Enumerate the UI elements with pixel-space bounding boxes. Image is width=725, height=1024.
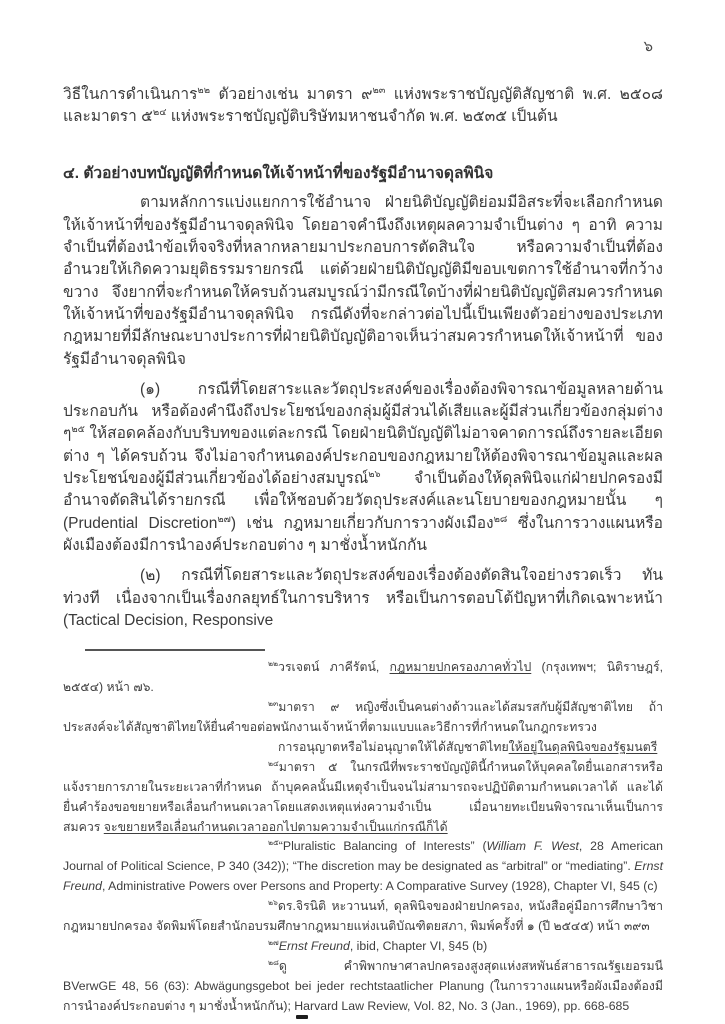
text-run: ตามหลักการแบ่งแยกการใช้อำนาจ ฝ่ายนิติบัญญัติย่อมมีอิสระที่จะเลือกกำหนดให้เจ้าหน้าที่ของรัฐมีอำนาจดุลพินิจ โดยอาจคำนึงถึงเหตุผลความจำเป็นต่าง ๆ อาทิ ความจำเป็นที่ต้องนำข้อเท็จจริงที่หลากหลายมาประกอบการตัดสินใจ หรือความจำเป็นที่ต้องอำนวยให้เกิดความยุติธรรมรายกรณี แต่ด้วยฝ่ายนิติบัญญัติมีขอบเขตการใช้อำนาจที่กว้างขวาง จึงยากที่จะกำหนดให้ครบถ้วนสมบูรณ์ว่ามีกรณีใดบ้างที่ฝ่ายนิติบัญญัติสมควรกำหนดให้เจ้าหน้าที่ของรัฐมีอำนาจดุลพินิจ กรณีดังที่จะกล่าวต่อไปนี้เป็นเพียงตัวอย่างของประเภทกฎหมายที่มีลักษณะบางประการที่ฝ่ายนิติบัญญัติอาจเห็นว่าสมควรกำหนดให้เจ้าหน้าที่ ของรัฐมีอำนาจดุลพินิจ xyxy=(63,194,663,368)
text-run: แห่งพระราชบัญญัติสัญชาติ พ.ศ. ๒๕๐๘ และมาตรา ๕ xyxy=(63,86,663,126)
section-heading: ๔. ตัวอย่างบทบัญญัติที่กำหนดให้เจ้าหน้าที่ของรัฐมีอำนาจดุลพินิจ xyxy=(63,164,494,182)
footnote-22 xyxy=(63,658,663,698)
footnote-reference: ๒๓ xyxy=(372,84,386,96)
text-run: ให้สอดคล้องกับบริบทของแต่ละกรณี โดยฝ่ายนิติบัญญัติไม่อาจคาดการณ์ถึงรายละเอียดต่าง ๆ ได้ครบถ้วน จึงไม่อาจกำหนดองค์ประกอบของกฎหมายให้ต้องพิจารณาข้อมูลและผลประโยชน์ของผู้มีส่วนเกี่ยวข้องได้อย่างสมบูรณ์ xyxy=(63,425,663,488)
footnote-27 xyxy=(63,937,663,957)
footnote-23 xyxy=(63,698,663,738)
footnote-reference: ๒๘ xyxy=(268,957,279,967)
footnote-reference: ๒๗ xyxy=(217,513,231,525)
footnote-reference: ๒๕ xyxy=(268,838,279,848)
text-run: ดู คำพิพากษาศาลปกครองสูงสุดแห่งสหพันธ์สาธารณรัฐเยอรมนี BVerwGE 48, 56 (63): Abwägungsgebot bei jeder rechtstaatlicher Planung (ในการวางแผนหรือผังเมืองต้องมีการนำองค์ประกอบต่าง ๆ มาชั่งน้ำหนักกัน); Harvard Law Review, Vol. 82, No. 3 (Jan., 1969), pp. 668-685 xyxy=(63,958,663,1013)
paragraph-1 xyxy=(63,192,663,371)
text-run: Ernst Freund xyxy=(63,859,663,894)
text-run: William F. West xyxy=(486,839,579,854)
paragraph-3-item-2 xyxy=(63,565,663,632)
text-run: กฎหมายปกครองภาคทั่วไป xyxy=(389,660,532,675)
footnote-24 xyxy=(63,758,663,838)
text-run: จำเป็นต้องให้ดุลพินิจแก่ฝ่ายปกครองมีอำนาจตัดสินได้รายกรณี เพื่อให้ชอบด้วยวัตถุประสงค์และนโยบายของกฎหมายนั้น ๆ (Prudential Discretion xyxy=(63,470,663,532)
footnote-reference: ๒๘ xyxy=(493,513,508,525)
text-run: “Pluralistic Balancing of Interests” ( xyxy=(278,839,487,854)
text-run: มาตรา ๕ ในกรณีที่พระราชบัญญัตินี้กำหนดให้บุคคลใดยื่นเอกสารหรือแจ้งรายการภายในระยะเวลาที่กำหนด ถ้าบุคคลนั้นมีเหตุจำเป็นจนไม่สามารถจะปฏิบัติตามกำหนดเวลาได้ และได้ยื่นคำร้องขอขยายหรือเลื่อนกำหนดเวลาโดยแสดงเหตุแห่งความจำเป็น เมื่อนายทะเบียนพิจารณาเห็นเป็นการสมควร xyxy=(63,759,663,834)
footnotes-section xyxy=(63,649,663,1016)
text-run: ) เช่น กฎหมายเกี่ยวกับการวางผังเมือง xyxy=(230,514,494,532)
text-run: ซึ่งในการวางแผนหรือผังเมืองต้องมีการนำองค์ประกอบต่าง ๆ มาชั่งน้ำหนักกัน xyxy=(63,514,663,554)
footnote-25 xyxy=(63,837,663,897)
text-run: (๒) กรณีที่โดยสาระและวัตถุประสงค์ของเรื่องต้องตัดสินใจอย่างรวดเร็ว ทันท่วงที เนื่องจากเป็นเรื่องกลยุทธ์ในการบริหาร หรือเป็นการตอบโต้ปัญหาที่เกิดเฉพาะหน้า (Tactical Decision, Responsive xyxy=(63,567,663,629)
page-content xyxy=(63,84,663,1017)
text-run: , Administrative Powers over Persons and Property: A Comparative Survey (1928), Chapter VI, §45 (c) xyxy=(101,879,658,894)
text-run: มาตรา ๙ หญิงซึ่งเป็นคนต่างด้าวและได้สมรสกับผู้มีสัญชาติไทย ถ้าประสงค์จะได้สัญชาติไทยให้ยื่นคำขอต่อพนักงานเจ้าหน้าที่ตามแบบและวิธีการที่กำหนดในกฎกระทรวง xyxy=(63,700,663,734)
text-run: ให้อยู่ในดุลพินิจของรัฐมนตรี xyxy=(508,739,658,754)
footnote-reference: ๒๖ xyxy=(368,468,381,480)
text-run: ดร.จิรนิติ หะวานนท์, ดุลพินิจของฝ่ายปกครอง, หนังสือคู่มือการศึกษาวิชากฎหมายปกครอง จัดพิมพ์โดยสำนักอบรมศึกษากฎหมายแห่งเนติบัณฑิตยสภา, พิมพ์ครั้งที่ ๑ (ปี ๒๕๔๕) หน้า ๓๙๓ xyxy=(63,899,663,934)
text-run: วรเจตน์ ภาคีรัตน์, xyxy=(278,660,390,675)
footnote-23-continued xyxy=(63,738,663,758)
footnote-reference: ๒๒ xyxy=(268,659,279,669)
text-run: (กรุงเทพฯ; นิติราษฎร์, ๒๕๕๔) หน้า ๗๖. xyxy=(63,660,663,695)
text-run: , ibid, Chapter VI, §45 (b) xyxy=(349,938,488,953)
footnote-reference: ๒๓ xyxy=(268,698,279,708)
footnote-reference: ๒๖ xyxy=(268,898,278,908)
text-run: (๑) กรณีที่โดยสาระและวัตถุประสงค์ของเรื่องต้องพิจารณาข้อมูลหลายด้านประกอบกัน หรือต้องคำนึงถึงประโยชน์ของกลุ่มผู้มีส่วนได้เสียและผู้มีส่วนเกี่ยวข้องกลุ่มต่าง ๆ xyxy=(63,380,663,443)
text-run: ตัวอย่างเช่น มาตรา ๙ xyxy=(210,86,373,103)
text-run: แห่งพระราชบัญญัติบริษัทมหาชนจำกัด พ.ศ. ๒๕๓๕ เป็นต้น xyxy=(166,108,558,126)
text-run: Ernst Freund xyxy=(278,938,350,953)
paragraph-2-item-1 xyxy=(63,379,663,558)
scan-artifact-mark xyxy=(296,1015,308,1019)
footnote-reference: ๒๔ xyxy=(152,107,167,119)
footnote-reference: ๒๕ xyxy=(71,424,85,436)
text-run: การอนุญาตหรือไม่อนุญาตให้ได้สัญชาติไทย xyxy=(278,739,509,754)
text-run: , 28 American Journal of Political Science, P 340 (342)); “The discretion may be designated as “arbitral” or “mediating”. xyxy=(63,839,663,874)
page-number: ๖ xyxy=(643,38,653,55)
footnote-reference: ๒๒ xyxy=(197,84,211,96)
paragraph-intro xyxy=(63,84,663,129)
text-run: วิธีในการดำเนินการ xyxy=(63,86,198,103)
footnote-26 xyxy=(63,897,663,937)
footnote-reference: ๒๔ xyxy=(268,758,279,768)
footnote-separator xyxy=(85,649,265,651)
footnote-28 xyxy=(63,957,663,1017)
text-run: จะขยายหรือเลื่อนกำหนดเวลาออกไปตามความจำเป็นแก่กรณีก็ได้ xyxy=(103,819,448,834)
footnote-reference: ๒๗ xyxy=(268,937,279,947)
